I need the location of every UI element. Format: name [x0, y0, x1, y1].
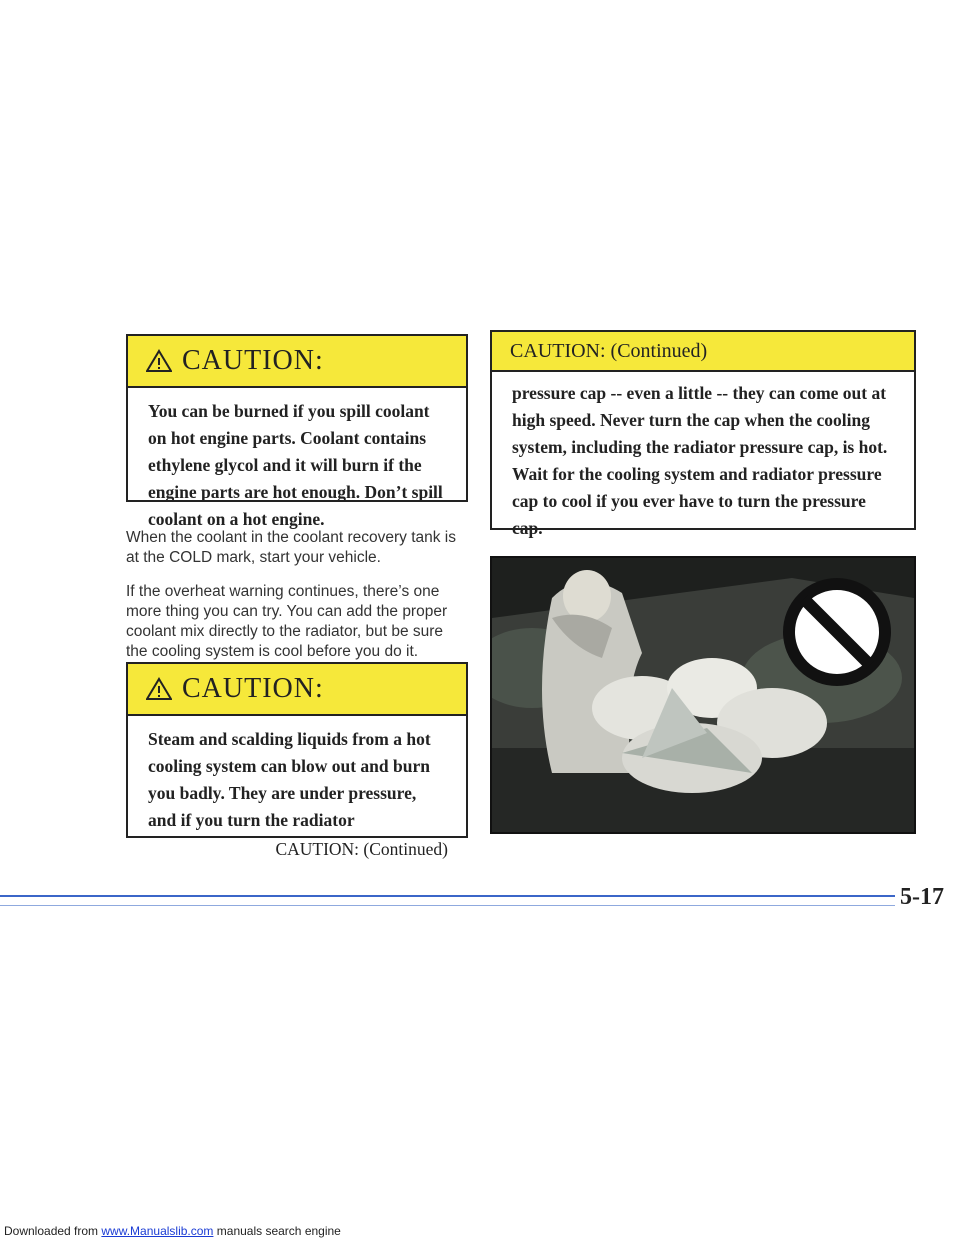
caution-body: pressure cap -- even a little -- they can come out at high speed. Never turn the cap when the cooling system, including the radiator pressure cap, is hot. Wait for the cooling system and radiator pressure cap to cool if you ever have to turn the pressure cap. [512, 383, 888, 538]
caution-continued-label: CAUTION: (Continued) [275, 839, 448, 859]
caution-body [128, 716, 466, 873]
footer-suffix: manuals search engine [213, 1224, 341, 1238]
paragraph-cold-mark: When the coolant in the coolant recovery tank is at the COLD mark, start your vehicle. [126, 529, 456, 566]
caution-header [128, 664, 466, 716]
caution-box-continued [490, 330, 916, 538]
caution-box-burn [126, 334, 468, 529]
footer-prefix: Downloaded from [4, 1224, 102, 1238]
page-number: 5-17 [900, 884, 944, 910]
caution-title: CAUTION: (Continued) [510, 339, 708, 362]
caution-box-steam [126, 662, 468, 859]
footer-credit [4, 1224, 341, 1238]
divider-rule [0, 895, 895, 897]
divider-rule [0, 905, 895, 906]
caution-header [128, 336, 466, 388]
warning-triangle-icon [146, 349, 172, 373]
caution-body-text: Steam and scalding liquids from a hot cooling system can blow out and burn you badly. They are under pressure, and if you turn the radiator [148, 729, 431, 830]
manualslib-link[interactable]: www.Manualslib.com [101, 1224, 214, 1238]
illustration-art [492, 558, 914, 832]
warning-triangle-icon [146, 677, 172, 701]
caution-header [492, 332, 914, 372]
steam-warning-illustration [490, 556, 916, 834]
caution-title: CAUTION: [182, 673, 324, 704]
caution-body: You can be burned if you spill coolant on hot engine parts. Coolant contains ethylene glycol and it will burn if the engine parts are hot enough. Don’t spill coolant on a hot engine. [148, 401, 443, 529]
no-symbol-icon [789, 584, 885, 680]
paragraph-overheat: If the overheat warning continues, there’s one more thing you can try. You can add the proper coolant mix directly to the radiator, but be sure the cooling system is cool before you do it. [126, 583, 448, 660]
caution-title: CAUTION: [182, 345, 324, 376]
